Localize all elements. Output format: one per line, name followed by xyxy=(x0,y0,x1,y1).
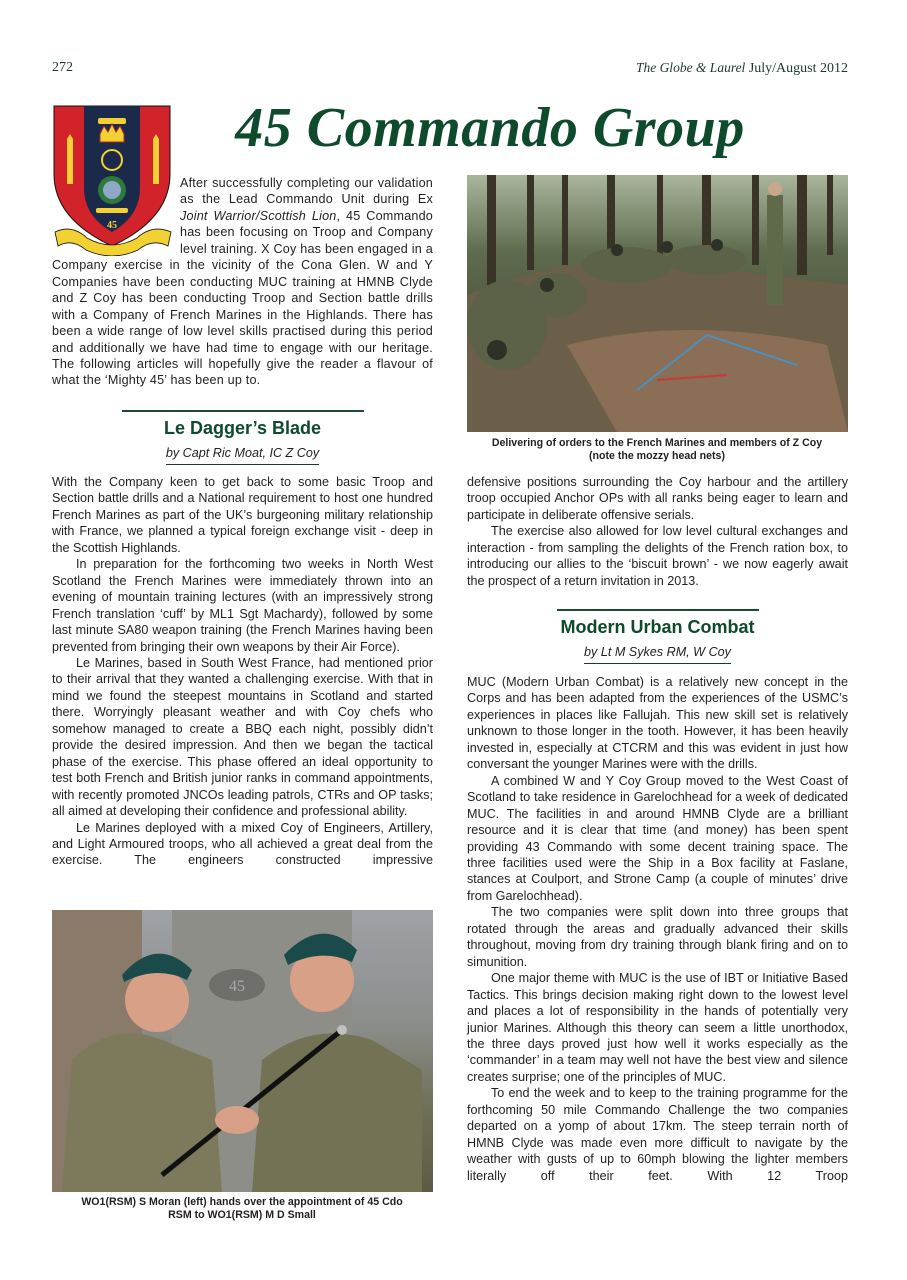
paragraph: The exercise also allowed for low level cultural exchanges and interaction - from sampling the delights of the French ration box, to introducing our allies to the ‘biscuit brown’ - we now eagerly await the prospect of a return invitation in 2013. xyxy=(467,524,848,588)
article2-header xyxy=(467,609,848,664)
caption-line: RSM to WO1(RSM) M D Small xyxy=(168,1208,316,1221)
paragraph: defensive positions surrounding the Coy harbour and the artillery troop occupied Anchor OPs with all ranks being eager to learn and participate in deliberate offensive serials. xyxy=(467,475,848,522)
paragraph: Le Marines deployed with a mixed Coy of Engineers, Artillery, and Light Armoured troops, who all achieved a great deal from the exercise. The engineers constructed impressive xyxy=(52,820,433,868)
publication-name: The Globe & Laurel xyxy=(635,60,746,75)
paragraph: One major theme with MUC is the use of IBT or Initiative Based Tactics. This brings decision making right down to the lowest level and places a lot of responsibility in the hands of potentially very junior Marines. Although this theory can seem a little unorthodox, the three days proved just how well it works especially as the ‘commander’ in a team may well not have the best view and silence creates surprise; one of the principles of MUC. xyxy=(467,971,848,1084)
divider xyxy=(122,410,364,412)
paragraph: With the Company keen to get back to some basic Troop and Section battle drills and a National requirement to host one hundred French Marines as part of the UK’s burgeoning military relationship with France, we planned a typical foreign exchange visit - deep in the Scottish Highlands. xyxy=(52,475,433,555)
crest-number: 45 xyxy=(107,220,117,231)
page-number: 272 xyxy=(52,60,73,75)
paragraph: In preparation for the forthcoming two weeks in North West Scotland the French Marines were immediately thrown into an evening of mountain training lectures (with an impressively strong French translation ‘cuff’ by ML1 Sgt Machardy), followed by some last minute SA80 weapon training (the French Marines having been prevented from bringing their own weapons by their Air Force). xyxy=(52,557,433,654)
intro-text: After successfully completing our validation as the Lead Commando Unit during Ex xyxy=(180,176,433,207)
caption-line: (note the mozzy head nets) xyxy=(589,449,725,462)
exercise-name: Joint Warrior/Scottish Lion xyxy=(180,208,337,223)
divider xyxy=(557,609,759,611)
article1-header xyxy=(52,410,433,465)
intro-paragraph xyxy=(52,175,433,389)
photo2-caption xyxy=(42,1196,442,1221)
article2-body xyxy=(467,674,848,1184)
plaque-number: 45 xyxy=(229,978,245,995)
photo1-caption xyxy=(457,437,857,462)
photo-rsm-handover xyxy=(52,910,433,1192)
photo-french-marines-briefing xyxy=(467,175,848,432)
intro-text-cont: , 45 Commando has been focusing on Troop and Company level training. X Coy has been engaged in a Company exercise in the vicinity of the Cona Glen. W and Y Companies have been conducting MUC training at HMNB Clyde and Z Coy has been conducting Troop and Section battle drills with a Company of French Marines in the Highlands. There has been a wide range of low level skills practised during this period and additionally we have had time to engage with our heritage. The following articles will hopefully give the reader a flavour of what the ‘Mighty 45’ has been up to. xyxy=(52,208,434,388)
forest-scene xyxy=(467,175,848,432)
issue-date: July/August 2012 xyxy=(748,61,848,76)
article2-byline: by Lt M Sykes RM, W Coy xyxy=(584,643,731,664)
page-title: 45 Commando Group xyxy=(235,97,745,159)
paragraph: MUC (Modern Urban Combat) is a relatively new concept in the Corps and has been adapted from the experiences of the USMC’s experiences in places like Fallujah. This new skill set is relatively unknown to those longer in the tooth. However, it has been heavily invested in, especially at CTCRM and this was evident in just how conversant the younger Marines were with the drills. xyxy=(467,675,848,772)
article1-byline: by Capt Ric Moat, IC Z Coy xyxy=(166,444,319,465)
article2-heading: Modern Urban Combat xyxy=(560,616,755,637)
caption-line: Delivering of orders to the French Marines and members of Z Coy xyxy=(491,437,823,449)
paragraph: To end the week and to keep to the training programme for the forthcoming 50 mile Commando Challenge the two companies departed on a yomp of about 17km. The steep terrain north of HMNB Clyde was made even more difficult to navigate by the weather with gusts of up to 60mph blowing the lighter members literally off their feet. With 12 Troop xyxy=(467,1086,848,1183)
paragraph: A combined W and Y Coy Group moved to the West Coast of Scotland to take residence in Garelochhead for a week of dedicated MUC. The facilities in and around HMNB Clyde are a brilliant resource and it is clear that time (and money) has been spent providing 43 Commando with some decent training space. The three facilities used were the Ship in a Box facility at Faslane, stances at Coulport, and Strone Camp (a couple of minutes’ drive from Garelochhead). xyxy=(467,773,848,903)
article1-heading: Le Dagger’s Blade xyxy=(163,417,322,438)
caption-line: WO1(RSM) S Moran (left) hands over the appointment of 45 Cdo xyxy=(81,1196,403,1208)
article1-column-left xyxy=(52,474,433,869)
handover-scene xyxy=(52,910,433,1192)
article1-column-right xyxy=(467,474,848,589)
running-head xyxy=(636,60,848,77)
paragraph: The two companies were split down into three groups that rotated through the areas and gradually advanced their skills throughout, moving from dry training through blank firing and on to simunition. xyxy=(467,905,848,969)
paragraph: Le Marines, based in South West France, had mentioned prior to their arrival that they wanted a challenging exercise. With that in mind we found the steepest mountains in Scotland and started there. Worryingly pleasant weather and with Coy chefs who somehow managed to create a BBQ each night, possibly didn’t provide the desired impression. And then we began the tactical phase of the exercise. This phase offered an ideal opportunity to test both French and British junior ranks in command appointments, with recently promoted JNCOs leading patrols, CTRs and OP tasks; all aimed at developing their confidence and professional ability. xyxy=(52,655,433,819)
